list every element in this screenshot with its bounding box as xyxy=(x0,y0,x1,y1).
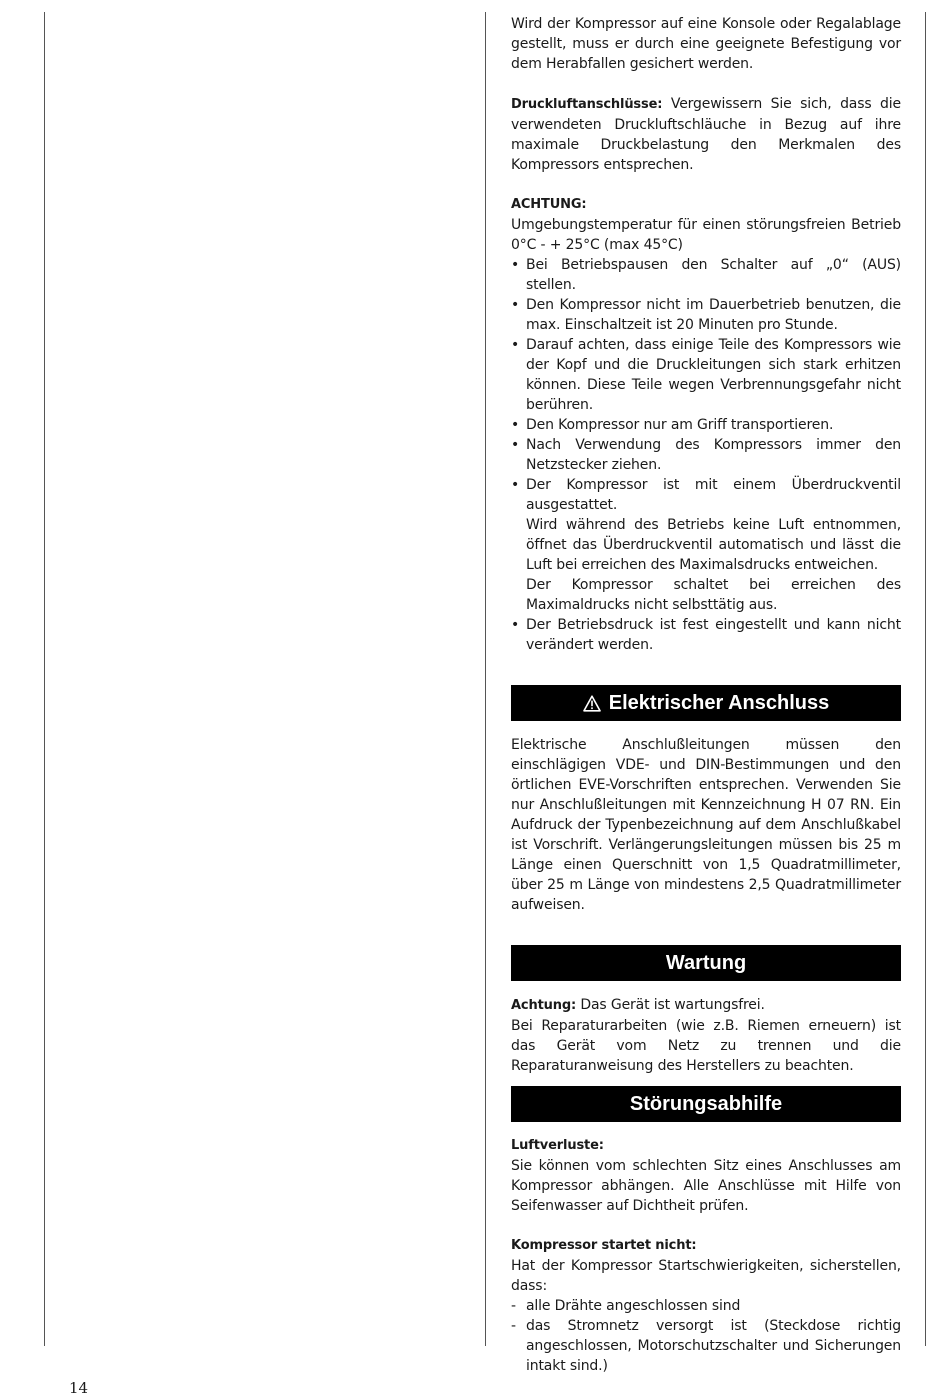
left-column-rule xyxy=(44,12,45,1346)
no-start-dash-list xyxy=(511,1296,901,1376)
maintenance-paragraph: Bei Reparaturarbeiten (wie z.B. Riemen erneuern) ist das Gerät vom Netz zu trennen und die Reparaturanweisung des Herstellers zu beachten. xyxy=(511,1018,901,1074)
list-item: • Den Kompressor nicht im Dauerbetrieb benutzen, die max. Einschaltzeit ist 20 Minuten pro Stunde. xyxy=(511,297,901,333)
electric-section-title: Elektrischer Anschluss xyxy=(608,692,830,714)
electric-paragraph: Elektrische Anschlußleitungen müssen den einschlägigen VDE- und DIN-Bestimmungen und den örtlichen EVE-Vorschriften entsprechen. Verwenden Sie nur Anschlußleitungen mit Kennzeichnung H 07 RN. Ein Aufdruck der Typenbezeichnung auf dem Anschlußkabel ist Vorschrift. Verlängerungsleitungen müssen bis 25 m Länge einen Querschnitt von 1,5 Quadratmillimeter, über 25 m Länge von mindestens 2,5 Quadratmillimeter aufweisen. xyxy=(511,737,901,913)
air-leak-paragraph: Sie können vom schlechten Sitz eines Anschlusses am Kompressor abhängen. Alle Anschlüsse mit Hilfe von Seifenwasser auf Dichtheit prüfen. xyxy=(511,1158,901,1214)
troubleshooting-section-title: Störungsabhilfe xyxy=(629,1093,783,1115)
maintenance-section-title: Wartung xyxy=(665,952,747,974)
compressed-air-text: Vergewissern Sie sich, dass die verwendeten Druckluftschläuche in Bezug auf ihre maximale Druckbelastung den Merkmalen des Kompressors entsprechen. xyxy=(511,96,901,173)
relief-valve-note: Wird während des Betriebs keine Luft entnommen, öffnet das Überdruckventil automatisch und lässt die Luft bei erreichen des Maximalsdrucks entweichen. xyxy=(526,517,901,573)
list-item: • Nach Verwendung des Kompressors immer den Netzstecker ziehen. xyxy=(511,437,901,473)
bullet-marker: • xyxy=(511,297,520,313)
temperature-note: Umgebungstemperatur für einen störungsfreien Betrieb 0°C - + 25°C (max 45°C) xyxy=(511,217,901,253)
max-pressure-note: Der Kompressor schaltet bei erreichen des Maximaldrucks nicht selbsttätig aus. xyxy=(526,577,901,613)
electric-section-header xyxy=(511,685,901,721)
no-start-heading: Kompressor startet nicht: xyxy=(511,1238,697,1253)
air-leak-heading: Luftverluste: xyxy=(511,1138,604,1153)
list-item: - das Stromnetz versorgt ist (Steckdose richtig angeschlossen, Motorschutzschalter und Sicherungen intakt sind.) xyxy=(511,1318,901,1374)
safety-bullet-list xyxy=(511,255,901,515)
right-text-column xyxy=(511,14,901,1376)
list-item: • Der Betriebsdruck ist fest eingestellt und kann nicht verändert werden. xyxy=(511,617,901,653)
warning-triangle-icon xyxy=(583,688,601,724)
intro-paragraph: Wird der Kompressor auf eine Konsole oder Regalablage gestellt, muss er durch eine geeignete Befestigung vor dem Herabfallen gesichert werden. xyxy=(511,16,901,72)
bullet-marker: • xyxy=(511,337,520,353)
bullet-marker: • xyxy=(511,617,520,633)
compressed-air-paragraph xyxy=(511,94,901,175)
bullet-marker: • xyxy=(511,477,520,493)
list-item: • Bei Betriebspausen den Schalter auf „0“ (AUS) stellen. xyxy=(511,257,901,293)
maintenance-note: Achtung: Das Gerät ist wartungsfrei. xyxy=(511,997,765,1013)
page-number: 14 xyxy=(69,1379,89,1397)
bullet-marker: • xyxy=(511,257,520,273)
no-start-paragraph: Hat der Kompressor Startschwierigkeiten, sicherstellen, dass: xyxy=(511,1258,901,1294)
troubleshooting-section-header xyxy=(511,1086,901,1122)
dash-marker: - xyxy=(511,1318,516,1334)
maintenance-section-header xyxy=(511,945,901,981)
middle-column-rule xyxy=(485,12,486,1346)
bullet-marker: • xyxy=(511,417,520,433)
list-item: • Der Kompressor ist mit einem Überdruckventil ausgestattet. xyxy=(511,477,901,513)
achtung-heading: ACHTUNG: xyxy=(511,197,587,212)
bullet-marker: • xyxy=(511,437,520,453)
list-item: • Den Kompressor nur am Griff transportieren. xyxy=(511,417,834,433)
safety-bullet-list-end xyxy=(511,615,901,655)
right-column-rule xyxy=(925,12,926,1346)
maintenance-label: Achtung: xyxy=(511,998,577,1013)
dash-marker: - xyxy=(511,1298,516,1314)
list-item: - alle Drähte angeschlossen sind xyxy=(511,1298,741,1314)
compressed-air-label: Druckluftanschlüsse: xyxy=(511,97,663,112)
list-item: • Darauf achten, dass einige Teile des Kompressors wie der Kopf und die Druckleitungen sich stark erhitzen können. Diese Teile wegen Verbrennungsgefahr nicht berühren. xyxy=(511,337,901,413)
